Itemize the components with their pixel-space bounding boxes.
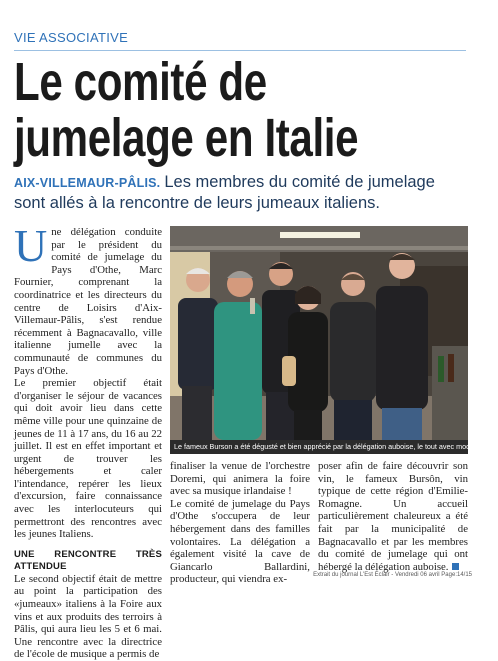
- article-column-1: [14, 220, 162, 661]
- article-photo: [170, 226, 468, 440]
- paragraph-objective-2: Le second objectif était de mettre au point la participation des «jumeaux» italiens à la Foire aux vins et aux produits des terroirs à Pâlis, qui aura lieu les 5 et 6 mai. Une rencontre avec la directrice de l'école de musique a permis de: [14, 572, 162, 661]
- paragraph-hosting: Le comité de jumelage du Pays d'Othe s'occupera de leur hébergement dans des familles volontaires. La délégation a également visité la cave de Giancarlo Ballardini, producteur, qui viendra ex-: [170, 497, 310, 586]
- photo-caption: Le fameux Burson a été dégusté et bien apprécié par la délégation auboise, le tout avec modération...: [170, 440, 468, 454]
- article-column-2: [170, 460, 310, 586]
- deck-text: Les membres du comité de jumelage sont allés à la rencontre de leurs jumeaux italiens.: [14, 173, 435, 212]
- page-footer: Extrait du journal L'Est Éclair - Vendredi 06 avril Page:14/15: [313, 572, 472, 578]
- rubric-divider: [14, 50, 466, 51]
- deck-place: AIX-VILLEMAUR-PÂLIS.: [14, 176, 161, 190]
- article-subhead: UNE RENCONTRE TRÈS ATTENDUE: [14, 548, 162, 572]
- article-deck: [14, 172, 468, 213]
- paragraph-objective-1: Le premier objectif était d'organiser le séjour de vacances qui doit avoir lieu dans cette même ville pour une quinzaine de jeunes de 11 à 17 ans, du 16 au 22 juillet. Il est en effet important et urgent de trouver les hébergements et caler l'intendance, repérer les lieux d'excursion, faire connaissance avec les interlocuteurs qui permettront des rencontres avec les jeunes Italiens.: [14, 377, 162, 541]
- paragraph-welcome-text: poser afin de faire découvrir son vin, le fameux Bursôn, vin typique de cette région d'Emilie-Romagne. Un accueil particulièrement chaleureux a été fait par la municipalité de Bagnacavallo et par les membres du comité de jumelage qui ont hébergé la délégation auboise.: [318, 460, 468, 573]
- article-column-3: [318, 460, 468, 573]
- ceiling-lamp: [280, 232, 360, 238]
- article-headline: [14, 54, 370, 166]
- section-rubric: VIE ASSOCIATIVE: [14, 30, 129, 45]
- group-photo-illustration: [170, 226, 468, 440]
- paragraph-orchestra: finaliser la venue de l'orchestre Doremi, qui animera la foire avec sa musique irlandaise !: [170, 460, 310, 498]
- end-of-article-square: [452, 563, 459, 570]
- headline-line-1: Le comité de: [14, 52, 267, 112]
- headline-line-2: jumelage en Italie: [14, 108, 359, 168]
- drop-cap: U: [14, 220, 48, 271]
- paragraph-welcome: [318, 460, 468, 573]
- paragraph-intro: ne délégation conduite par le président du comité de jumelage du Pays d'Othe, Marc Fournier, comprenant la coordinatrice et les directeurs du centre de Loisirs d'Aix-Villemaur-Pâlis, s'est rendue récemment à Bagnacavallo, ville italienne jumelle avec la communauté de communes du Pays d'Othe.: [14, 226, 162, 377]
